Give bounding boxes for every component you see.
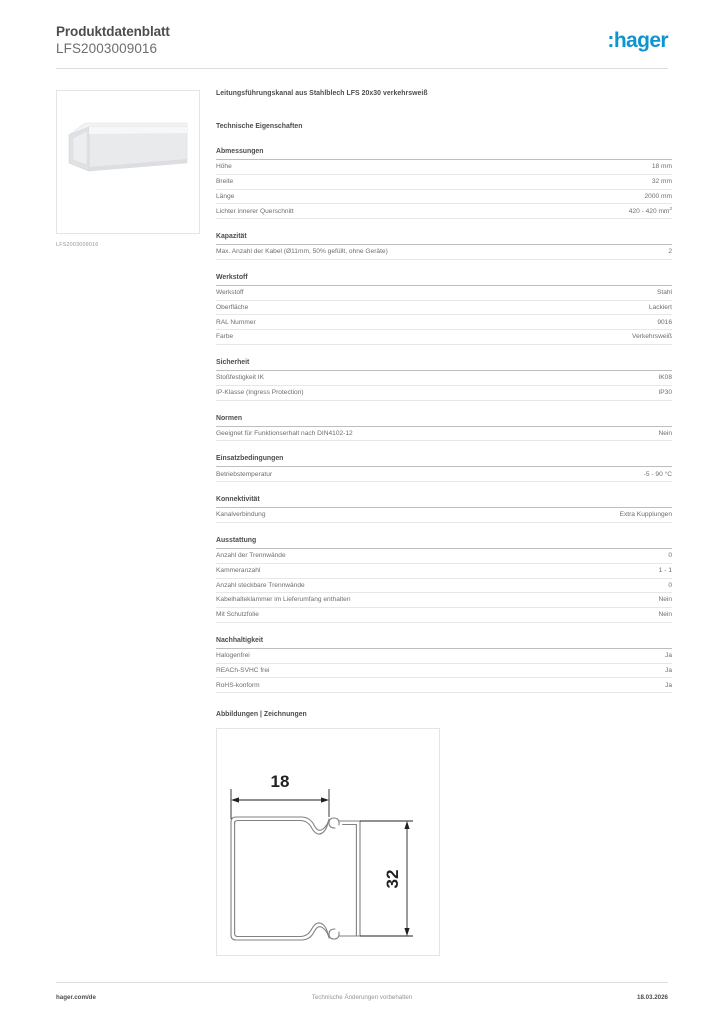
spec-row — [216, 649, 672, 664]
spec-row-value — [647, 289, 672, 297]
page-title: Produktdatenblatt — [56, 24, 170, 39]
footer-divider — [56, 982, 668, 983]
spec-row — [216, 386, 672, 401]
spec-section — [216, 537, 672, 623]
spec-row-value — [648, 374, 672, 382]
spec-row — [216, 315, 672, 330]
footer-website-link[interactable]: hager.com/de — [56, 994, 96, 1001]
spec-row — [216, 593, 672, 608]
spec-row — [216, 427, 672, 442]
spec-row-label: Max. Anzahl der Kabel (Ø11mm, 50% gefüllt, ohne Geräte) — [216, 248, 388, 256]
spec-row — [216, 608, 672, 623]
spec-row — [216, 579, 672, 594]
spec-row-label: IP-Klasse (Ingress Protection) — [216, 389, 304, 396]
spec-row — [216, 508, 672, 523]
spec-row-value — [619, 205, 672, 216]
spec-row-value-text: 2 — [668, 248, 672, 256]
header-divider — [56, 68, 668, 69]
spec-row — [216, 549, 672, 564]
footer-disclaimer: Technische Änderungen vorbehalten — [311, 994, 413, 1001]
spec-row — [216, 664, 672, 679]
spec-row-label: Mit Schutzfolie — [216, 611, 259, 619]
spec-section — [216, 148, 672, 219]
spec-row-value-text: Verkehrsweiß — [632, 333, 672, 341]
spec-row — [216, 286, 672, 301]
spec-row-value — [655, 682, 672, 690]
spec-row-value — [658, 582, 672, 590]
spec-section-title: Einsatzbedingungen — [216, 455, 672, 467]
drawings-title: Abbildungen | Zeichnungen — [216, 711, 307, 719]
spec-row-value-text: IK08 — [658, 374, 672, 382]
product-description: Leitungsführungskanal aus Stahlblech LFS 20x30 verkehrsweiß — [216, 90, 428, 97]
spec-row-value-text: 420 - 420 mm — [628, 207, 670, 215]
spec-section-title: Nachhaltigkeit — [216, 637, 672, 649]
spec-row-value-text: 2000 mm — [644, 192, 672, 200]
spec-row-value-text: Lackiert — [648, 303, 672, 311]
spec-row — [216, 175, 672, 190]
spec-section-title: Sicherheit — [216, 359, 672, 371]
spec-row — [216, 678, 672, 693]
spec-row-label: Werkstoff — [216, 289, 244, 297]
spec-row-label: Halogenfrei — [216, 652, 250, 660]
spec-sections — [216, 148, 672, 693]
spec-row-value-text: Stahl — [656, 289, 672, 297]
spec-row-value — [658, 248, 672, 256]
spec-row-value-text: Nein — [658, 429, 672, 437]
spec-row-label: Anzahl steckbare Trennwände — [216, 581, 305, 589]
page-header — [56, 24, 668, 70]
technical-properties-title: Technische Eigenschaften — [216, 123, 303, 130]
spec-row-label: Oberfläche — [216, 303, 249, 311]
spec-row-value — [658, 552, 672, 560]
spec-row-value — [648, 430, 672, 438]
spec-row-label: Kabelhalteklammer im Lieferumfang enthalten — [216, 596, 351, 604]
dimension-height-label: 32 — [383, 869, 402, 889]
dimension-width-line — [231, 789, 329, 819]
spec-row-value-text: 0 — [668, 581, 672, 589]
spec-row-value-text: IP30 — [658, 389, 672, 396]
spec-section — [216, 359, 672, 401]
spec-row-label: Stoßfestigkeit IK — [216, 374, 265, 382]
spec-row — [216, 245, 672, 260]
spec-row-label: Farbe — [216, 333, 234, 341]
product-reference: LFS2003009016 — [56, 41, 158, 56]
spec-section — [216, 233, 672, 260]
spec-section-title: Werkstoff — [216, 274, 672, 286]
spec-section-title: Normen — [216, 415, 672, 427]
spec-row-label: Betriebstemperatur — [216, 470, 273, 478]
dimension-width-label: 18 — [270, 772, 290, 792]
spec-section — [216, 455, 672, 482]
spec-row-value-text: Nein — [658, 611, 672, 619]
spec-row — [216, 371, 672, 386]
spec-row-value — [655, 652, 672, 660]
spec-row-value — [642, 178, 672, 186]
spec-row-label: Breite — [216, 177, 234, 185]
spec-row-value-text: Extra Kupplungen — [619, 511, 672, 519]
product-image-column — [56, 90, 200, 248]
spec-row — [216, 204, 672, 219]
spec-row-label: Länge — [216, 192, 235, 200]
spec-row-value-text: 1 - 1 — [658, 566, 672, 574]
spec-row-label: REACh-SVHC frei — [216, 666, 270, 674]
spec-row-value — [610, 511, 672, 519]
page-footer — [56, 994, 668, 1006]
spec-row-value-text: Nein — [658, 596, 672, 604]
spec-row-value-text: 18 mm — [651, 163, 672, 171]
spec-row-value-text: Ja — [665, 681, 672, 689]
spec-row — [216, 190, 672, 205]
spec-row-value-text: 9016 — [657, 318, 672, 326]
product-photo-trunking — [67, 113, 189, 185]
spec-section-title: Konnektivität — [216, 496, 672, 508]
spec-row — [216, 467, 672, 482]
spec-row-label: Höhe — [216, 163, 232, 171]
spec-section — [216, 637, 672, 693]
spec-row-value-text: -5 - 90 °C — [643, 470, 672, 478]
spec-row-value — [639, 304, 672, 312]
technical-drawing-frame — [216, 728, 440, 956]
spec-row-label: Lichter innerer Querschnitt — [216, 207, 294, 215]
spec-row — [216, 160, 672, 175]
spec-section-title: Abmessungen — [216, 148, 672, 160]
specifications-column — [216, 90, 672, 956]
spec-row-value — [647, 319, 672, 327]
spec-section — [216, 415, 672, 442]
logo-colon-icon: : — [607, 29, 614, 52]
spec-row-label: Kammeranzahl — [216, 566, 261, 574]
spec-row-value-text: 0 — [668, 552, 672, 560]
hager-logo — [607, 30, 668, 52]
spec-section — [216, 496, 672, 523]
product-image-caption: LFS2003009016 — [56, 242, 99, 248]
spec-row-label: Kanalverbindung — [216, 511, 266, 519]
spec-row-value — [642, 163, 672, 171]
spec-row-value — [648, 596, 672, 604]
spec-row-value — [648, 611, 672, 619]
spec-row — [216, 301, 672, 316]
spec-section-title: Kapazität — [216, 233, 672, 245]
spec-row-value — [655, 667, 672, 675]
drawings-section — [216, 711, 672, 956]
spec-row-value — [634, 471, 672, 479]
spec-row-label: Geeignet für Funktionserhalt nach DIN4102-12 — [216, 429, 353, 437]
spec-row-value — [649, 567, 672, 575]
spec-section — [216, 274, 672, 345]
spec-row-label: Anzahl der Trennwände — [216, 552, 286, 560]
spec-row — [216, 330, 672, 345]
spec-row-label: RoHS-konform — [216, 681, 260, 689]
footer-date: 18.03.2026 — [637, 994, 668, 1001]
spec-row-value — [635, 193, 673, 201]
spec-row-value — [622, 333, 672, 341]
spec-section-title: Ausstattung — [216, 537, 672, 549]
spec-row-value-text: Ja — [665, 652, 672, 660]
spec-row-value-text: 32 mm — [651, 177, 672, 185]
spec-row-value-superscript: 2 — [669, 205, 672, 211]
spec-row — [216, 564, 672, 579]
spec-row-value — [648, 389, 672, 397]
spec-row-label: RAL Nummer — [216, 318, 256, 326]
spec-row-value-text: Ja — [665, 666, 672, 674]
technical-drawing-svg — [217, 729, 439, 955]
logo-text: hager — [613, 29, 668, 52]
product-image-frame — [56, 90, 200, 234]
